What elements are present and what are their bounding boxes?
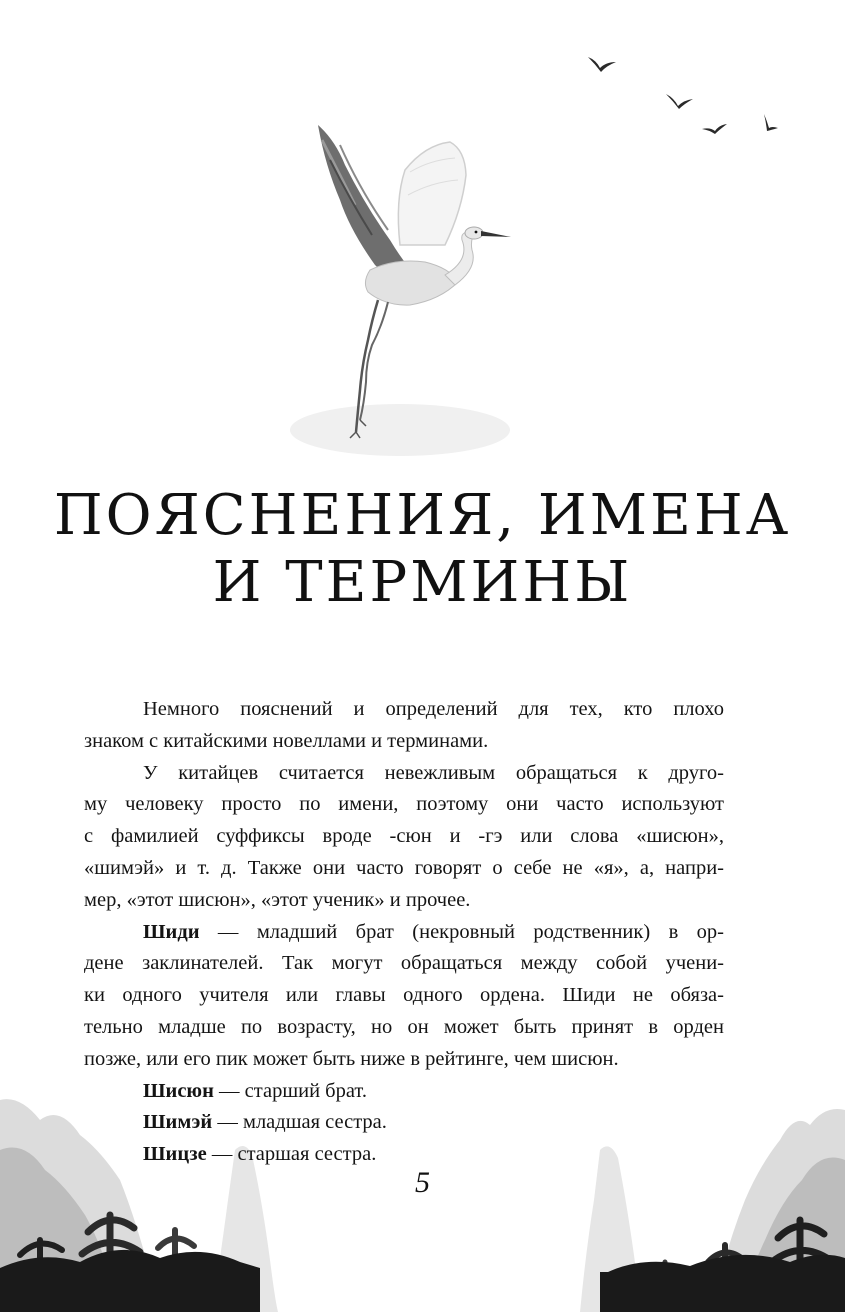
paragraph-line: мер, «этот шисюн», «этот ученик» и прочее.	[84, 888, 471, 911]
birds-icon	[588, 57, 778, 134]
definition-shixiong	[84, 1076, 724, 1108]
term-shidi: Шиди	[143, 920, 200, 943]
article-body	[84, 694, 724, 1171]
paragraph-line: с фамилией суффиксы вроде -сюн и -гэ или слова «шисюн»,	[84, 825, 724, 848]
chapter-title-line-2: И ТЕРМИНЫ	[212, 550, 633, 615]
term-shimei: Шимэй	[143, 1111, 213, 1134]
paragraph-line: Немного пояснений и определений для тех, кто плохо	[143, 698, 724, 720]
definition-text: — старший брат.	[213, 1079, 367, 1102]
definition-text: — младшая сестра.	[212, 1111, 387, 1134]
crane-icon	[290, 125, 511, 456]
paragraph-line: ки одного учителя или главы одного ордена. Шиди не обяза-	[84, 984, 724, 1007]
paragraph-line: му человеку просто по имени, поэтому они часто используют	[84, 793, 724, 816]
paragraph-line: позже, или его пик может быть ниже в рейтинге, чем шисюн.	[84, 1047, 619, 1070]
paragraph-line: дене заклинателей. Так могут обращаться между собой учени-	[84, 952, 724, 975]
paragraph-line: знаком с китайскими новеллами и терминами.	[84, 729, 489, 752]
page-number: 5	[415, 1166, 430, 1199]
definition-text: — младший брат (некровный родственник) в ор-	[199, 920, 724, 943]
definition-shidi	[84, 917, 724, 949]
paragraph-line: тельно младше по возрасту, но он может быть принят в орден	[84, 1015, 724, 1038]
definition-shimei	[84, 1107, 724, 1139]
term-shijie: Шицзе	[143, 1143, 207, 1166]
chapter-title-line-1: ПОЯСНЕНИЯ, ИМЕНА	[53, 483, 792, 548]
definition-text: — старшая сестра.	[206, 1143, 377, 1166]
term-shixiong: Шисюн	[143, 1079, 214, 1102]
paragraph-line: «шимэй» и т. д. Также они часто говорят о себе не «я», а, напри-	[84, 856, 724, 879]
paragraph-line: У китайцев считается невежливым обращаться к друго-	[143, 761, 724, 784]
